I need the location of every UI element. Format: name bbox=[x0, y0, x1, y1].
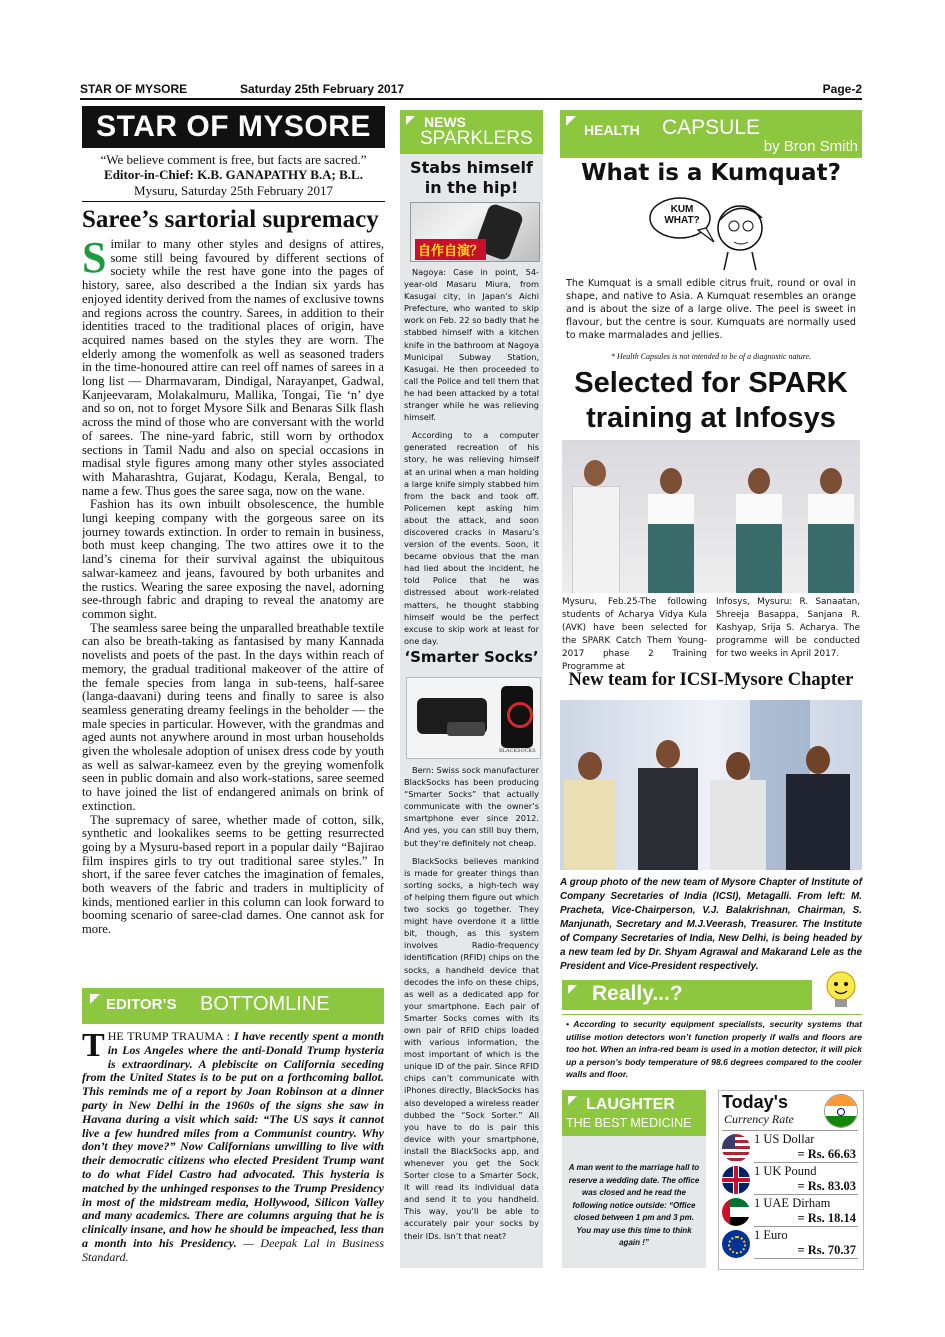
socks-photo bbox=[406, 677, 541, 759]
currency-rate: = Rs. 66.63 bbox=[797, 1147, 856, 1161]
spark-title: Selected for SPARK training at Infosys bbox=[574, 367, 848, 434]
currency-rate: = Rs. 70.37 bbox=[797, 1243, 856, 1257]
editorial-body bbox=[82, 238, 384, 983]
person-1 bbox=[564, 752, 616, 870]
person-2 bbox=[638, 740, 698, 870]
currency-divider bbox=[722, 1130, 858, 1131]
currency-name: 1 Euro bbox=[754, 1228, 788, 1242]
currency-name: 1 UAE Dirham bbox=[754, 1196, 831, 1210]
cartoon-illustration bbox=[648, 190, 772, 272]
icsi-caption: A group photo of the new team of Mysore Chapter of Institute of Company Secretaries of India (ICSI), Metagalli. From left: M. Pracheta, Vice-Chairperson, V.J. Balakrishnan, Chairman, S. Manjunath, Secretary and M.J.Veerash, Treasurer. The Institute of Company Secretaries of India, New Delhi, is being headed by a new team led by Dr. Shyam Agrawal and Makarand Lele as the President and Vice-President respectively. bbox=[560, 877, 862, 972]
header-date: Saturday 25th February 2017 bbox=[240, 82, 405, 96]
capsule-banner bbox=[560, 110, 862, 158]
really-divider bbox=[562, 1014, 862, 1015]
editorial-title: Saree’s sartorial supremacy bbox=[82, 206, 379, 233]
currency-rate: = Rs. 83.03 bbox=[797, 1179, 856, 1193]
sparklers-banner bbox=[400, 110, 543, 154]
currency-rate: = Rs. 18.14 bbox=[797, 1211, 856, 1225]
bottomline-label-b: BOTTOMLINE bbox=[200, 993, 330, 1015]
bottomline-credit: — Deepak Lal in Business Standard. bbox=[82, 1235, 385, 1264]
spark-caption-left: Mysuru, Feb.25-The following students of Acharya Vidya Kula (AVK) have been selected for the SPARK Catch Them Young-2017 phase 2 Training Programme at bbox=[562, 597, 707, 672]
currency-row-eur bbox=[722, 1228, 858, 1260]
banner-corner-icon bbox=[566, 116, 576, 126]
banner-corner-icon bbox=[568, 985, 577, 994]
masthead bbox=[82, 106, 385, 148]
capsule-label-a: HEALTH bbox=[584, 122, 640, 138]
eu-flag-icon bbox=[722, 1230, 750, 1258]
laughter-joke: A man went to the marriage hall to reserve a wedding date. The office was closed and he read the following notice outside: “Office closed between 1 pm and 3 pm. You may use this time to think again !” bbox=[568, 1163, 700, 1247]
person-4 bbox=[786, 746, 850, 870]
story1-paragraph-2: According to a computer generated recreation of his story, he was relieving himself at an urinal when a man holding a large knife simply stabbed him from the back and took off. Policemen kept asking him about the attack, and soon discovered cracks in Masaru’s version of the events. Soon, it became obvious that the man had lied about the incident, he told Police that he was distressed about work-related matters, he thought stabbing himself would be the perfect excuse to skip work at least for one day. bbox=[404, 430, 539, 646]
masthead-motto: “We believe comment is free, but facts are sacred.” bbox=[100, 152, 367, 167]
laughter-label-b: THE BEST MEDICINE bbox=[566, 1116, 692, 1130]
capsule-label-b: CAPSULE bbox=[662, 116, 761, 139]
bottomline-banner bbox=[82, 988, 384, 1024]
stab-photo-caption: 自作自演？ bbox=[415, 239, 486, 260]
spark-caption-right: Infosys, Mysuru: R. Sanaatan, Shreeja Basappa, Sanjana R. Kashyap, Srija S. Acharya. The programme will be conducted for two weeks in April 2017. bbox=[716, 597, 860, 659]
editorial-paragraph-4: The supremacy of saree, whether made of cotton, silk, synthetic and lookalikes seems to be getting resurrected going by a Mysuru-based report in a popular daily “Bajirao film inspires girls to try out traditional saree styles.” In short, if the saree fever catches the imagination of females, both weavers of the fabric and traders in multiplicity of kinds, mentioned earlier in this column can look forward to booming scenario of saree-clad dames. One cannot ask for more. bbox=[82, 812, 384, 937]
story2-paragraph-1: Bern: Swiss sock manufacturer BlackSocks has been producing “Smarter Socks” that actually communicate with the owner’s smartphone ever since 2012. And yes, you can still buy them, but they’re definitely not cheap. bbox=[404, 765, 539, 848]
bottomline-body bbox=[82, 1027, 385, 1265]
student-3 bbox=[734, 468, 784, 593]
sock-sorter-device bbox=[447, 722, 485, 736]
capsule-body: The Kumquat is a small edible citrus fruit, round or oval in shape, and native to Asia. A Kumquat resembles an orange and is about the size of a large olive. The peel is sweet in flavour, but the centre is sour. Kumquats are normally used to make marmalades and jellies. bbox=[566, 278, 856, 341]
banner-corner-icon bbox=[406, 116, 415, 125]
really-body: • According to security equipment specialists, security systems that utilise motion detectors won’t function properly if walls and floors are too hot. When an infra-red beam is used in a motion detector, it will pick up a person’s body temperature of 98.6 degrees compared to the cooler walls and floor. bbox=[566, 1019, 862, 1079]
masthead-title: STAR OF MYSORE bbox=[96, 110, 371, 143]
story1-body bbox=[404, 266, 539, 647]
bottomline-label-a: EDITOR’S bbox=[106, 996, 177, 1013]
story2-title: ‘Smarter Socks’ bbox=[404, 648, 539, 666]
india-flag-icon bbox=[824, 1094, 858, 1128]
masthead-editor: Editor-in-Chief: K.B. GANAPATHY B.A; B.L. bbox=[104, 167, 363, 182]
currency-name: 1 US Dollar bbox=[754, 1132, 815, 1146]
uae-flag-icon bbox=[722, 1198, 750, 1226]
laughter-label-a: LAUGHTER bbox=[586, 1096, 675, 1113]
capsule-note: * Health Capsules is not intended to be of a diagnostic nature. bbox=[610, 352, 812, 361]
sensor-ring-icon bbox=[507, 702, 533, 728]
header-paper: STAR OF MYSORE bbox=[80, 82, 188, 96]
person-3 bbox=[710, 752, 766, 870]
editorial-paragraph-3: The seamless saree being the unparalled breathable textile can also be breath-taking as fantasised by many Kannada novelists and poets of the past. In the days within reach of memory, the gradual traditional makeover of the attire of the female species from langa in sub-teens, half-saree (langa-daavani) during teens and finally to saree is also seamless generating dreamy feelings in the beholder — the male species in particular. However, with the grandmas and aged aunts not anywhere around in most urban households given the wholesale adoption of unisex dress code by youth as well as salwar-kameez even by the greying womenfolk seen in public domain and also work-stations, saree seemed to have joined the list of endangered animals on brink of extinction. bbox=[82, 620, 384, 813]
sparklers-label-b: SPARKLERS bbox=[420, 128, 533, 149]
currency-name: 1 UK Pound bbox=[754, 1164, 817, 1178]
bottomline-lead: HE TRUMP TRAUMA : bbox=[107, 1029, 231, 1043]
socks-brand: BLACKSOCKS bbox=[499, 748, 536, 754]
masthead-divider bbox=[82, 201, 385, 202]
currency-row-aed bbox=[722, 1196, 858, 1228]
lightbulb-icon bbox=[818, 968, 864, 1012]
editorial-dropcap: S bbox=[82, 238, 107, 282]
bottomline-text: I have recently spent a month in Los Angeles where the anti-Donald Trump hysteria is extraordinary. A plebiscite on California seceding from the United States is to be put on a forthcoming ballot. This reminds me of a report by Joan Robinson at a dinner party in New Delhi in the 1960s of the signs she saw in Havana during a visit which said: “The US says it cannot live a few hundred miles from a Communist country. Why don’t they move?” Now Californians unwilling to live with their democratic citizens who elected President Trump want to do what Fidel Castro had advocated. This hysteria is matched by the unhinged responses to the Trump Presidency in most of the midstream media, Hollywood, Silicon Valley and many academics. There are columns arguing that he is clinically insane, and how he should be impeached, less than a month into his Presidency. bbox=[82, 1029, 385, 1250]
story2-paragraph-2: BlackSocks believes mankind is made for greater things than sorting socks, a high-tech way of helping them figure out which two socks go together. They might have overdone it a little bit, though, as this system involves Radio-frequency identification (RFID) chips on the socks, a handheld device that decodes the info on these chips, as well as a dedicated app for your smartphone. Each pair of Smarter Socks comes with its own pair of RFID chips loaded with various information, the most important of which is the unique ID of the pair. Since RFID chips can’t communicate with iPhones directly, BlackSocks has also developed a wireless reader dubbed the “Sock Sorter.” All you have to do is pair this device with your smartphone, install the BlackSocks app, and whenever you get the Sock Sorter close to a Smarter Sock, it will read its individual data and send it to you handheld. This way, you’ll be able to accurately pair your socks by their IDs. Isn’t that neat? bbox=[404, 855, 539, 1241]
speech-bubble-text: KUM WHAT? bbox=[664, 204, 700, 226]
student-2 bbox=[646, 468, 696, 593]
really-label: Really...? bbox=[592, 982, 683, 1005]
laughter-banner bbox=[562, 1090, 706, 1136]
currency-title: Today's bbox=[722, 1092, 788, 1112]
header-page-number: Page-2 bbox=[822, 82, 862, 96]
smartphone bbox=[501, 686, 533, 748]
banner-corner-icon bbox=[568, 1096, 577, 1105]
story2-body bbox=[404, 764, 539, 1242]
masthead-dateline: Mysuru, Saturday 25th February 2017 bbox=[134, 183, 333, 198]
icsi-title: New team for ICSI-Mysore Chapter bbox=[568, 670, 854, 690]
spark-photo bbox=[562, 440, 860, 593]
banner-corner-icon bbox=[90, 994, 100, 1004]
icsi-photo bbox=[560, 700, 862, 870]
editorial-paragraph-2: Fashion has its own inbuilt obsolescence, the humble lungi keeping company with the gorgeous saree on its journey towards extinction. In order to remain in business, both must keep changing. The two attires owe it to the land’s cinema for their survival against the ubiquitous salwar-kameez and jeans, favoured by both urbanites and the rustics. Wearing the saree exposing the navel, adorning see-through fabric and draping to reveal the anatomy are common sight. bbox=[82, 497, 384, 621]
capsule-title: What is a Kumquat? bbox=[581, 160, 841, 186]
currency-row-gbp bbox=[722, 1164, 858, 1196]
really-banner bbox=[562, 980, 812, 1010]
story1-title: Stabs himself in the hip! bbox=[410, 158, 533, 197]
capsule-byline: by Bron Smith bbox=[763, 138, 858, 155]
student-1 bbox=[570, 460, 620, 593]
uk-flag-icon bbox=[722, 1166, 750, 1194]
editorial-paragraph-1: imilar to many other styles and designs of attires, some still being favoured by different sections of society while the rest have gone into the pages of history, saree, also described a the Indian six yards has enjoyed identity derived from the names of exclusive towns and regions across the country. Sarees, in addition to their identities traced to the traditional places of origin, have acquired names based on the styles they are worn. The elderly among the womenfolk as well as seasoned traders in the time-honoured attire can reel off names of sarees in a long list — Dharmavaram, Dindigal, Narayanpet, Gadwal, Kanjeevaram, Molakalmuru, Mallika, Tongai, Tie ‘n’ dye and so on, not to forget Mysore Silk and Benaras Silk flash across the mind of those who are conversant with the world of sarees. The nine-yard fabric, still worn by orthodox sections in Tamil Nadu and also on special occasions in madisal style figures among many other styles associated with Maharashtra, Gujarat, Kodagu, Kerala, Bengal, to name a few. Thus goes the saree saga, now on the wane. bbox=[82, 238, 384, 498]
currency-subtitle: Currency Rate bbox=[724, 1112, 794, 1126]
sparklers-label-a: NEWS bbox=[424, 114, 466, 130]
currency-row-usd bbox=[722, 1132, 858, 1164]
story1-paragraph-1: Nagoya: Case in point, 54-year-old Masaru Miura, from Kasugai city, in Japan’s Aichi Prefecture, who wanted to skip work on Feb. 22 so badly that he stabbed himself with a kitchen knife in the bathroom at Nagoya Municipal Subway Station, Kasugai. He then proceeded to call the Police and tell them that he had been attacked by a total stranger while he was relieving himself. bbox=[404, 267, 539, 423]
student-4 bbox=[806, 468, 856, 593]
page-header bbox=[80, 82, 862, 100]
us-flag-icon bbox=[722, 1134, 750, 1162]
stab-photo bbox=[410, 202, 540, 262]
bottomline-dropcap: T bbox=[82, 1027, 105, 1064]
